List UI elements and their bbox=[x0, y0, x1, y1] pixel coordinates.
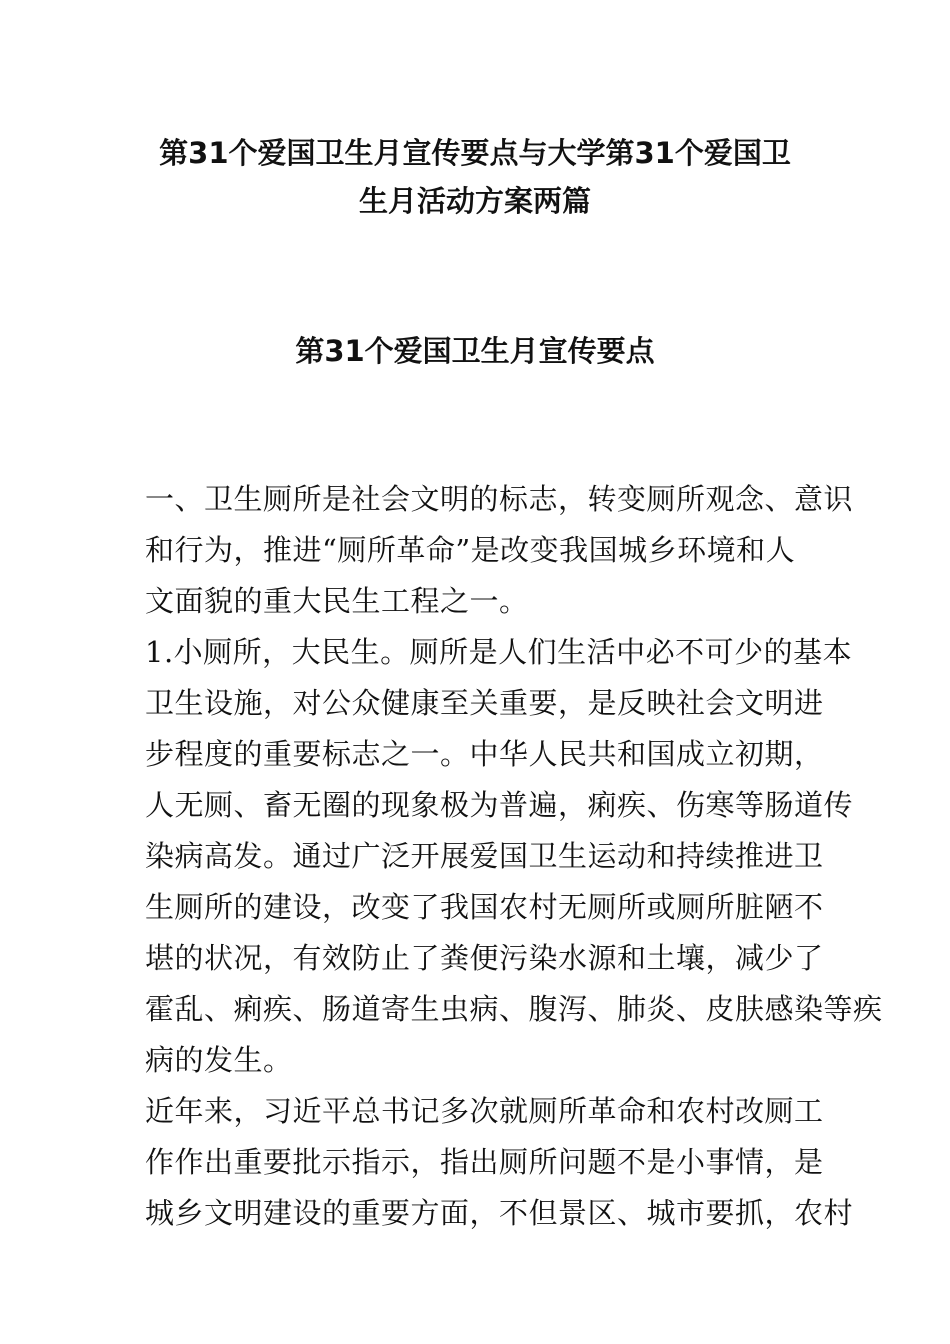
body-line: 近年来，习近平总书记多次就厕所革命和农村改厕工 bbox=[145, 1094, 824, 1128]
body-line: 人无厕、畜无圈的现象极为普遍，痢疾、伤寒等肠道传 bbox=[145, 788, 854, 822]
body-line: 步程度的重要标志之一。中华人民共和国成立初期， bbox=[145, 737, 824, 771]
body-line: 染病高发。通过广泛开展爱国卫生运动和持续推进卫 bbox=[145, 839, 824, 873]
document-title-line-1: 第31个爱国卫生月宣传要点与大学第31个爱国卫 bbox=[159, 136, 791, 170]
section-title: 第31个爱国卫生月宣传要点 bbox=[295, 334, 655, 368]
body-line: 卫生设施，对公众健康至关重要，是反映社会文明进 bbox=[145, 686, 824, 720]
body-line: 堪的状况，有效防止了粪便污染水源和土壤，减少了 bbox=[145, 941, 824, 975]
body-line: 作作出重要批示指示，指出厕所问题不是小事情，是 bbox=[145, 1145, 824, 1179]
body-line: 一、卫生厕所是社会文明的标志，转变厕所观念、意识 bbox=[145, 482, 854, 516]
document-title-line-2: 生月活动方案两篇 bbox=[358, 184, 591, 218]
body-line: 1.小厕所，大民生。厕所是人们生活中必不可少的基本 bbox=[145, 635, 853, 669]
body-line: 文面貌的重大民生工程之一。 bbox=[145, 584, 529, 618]
body-line: 和行为，推进“厕所革命”是改变我国城乡环境和人 bbox=[145, 533, 796, 567]
body-line: 城乡文明建设的重要方面，不但景区、城市要抓，农村 bbox=[145, 1196, 854, 1230]
body-line: 霍乱、痢疾、肠道寄生虫病、腹泻、肺炎、皮肤感染等疾 bbox=[145, 992, 883, 1026]
body-line: 生厕所的建设，改变了我国农村无厕所或厕所脏陋不 bbox=[145, 890, 824, 924]
body-text bbox=[145, 474, 883, 1239]
body-line: 病的发生。 bbox=[145, 1043, 293, 1077]
